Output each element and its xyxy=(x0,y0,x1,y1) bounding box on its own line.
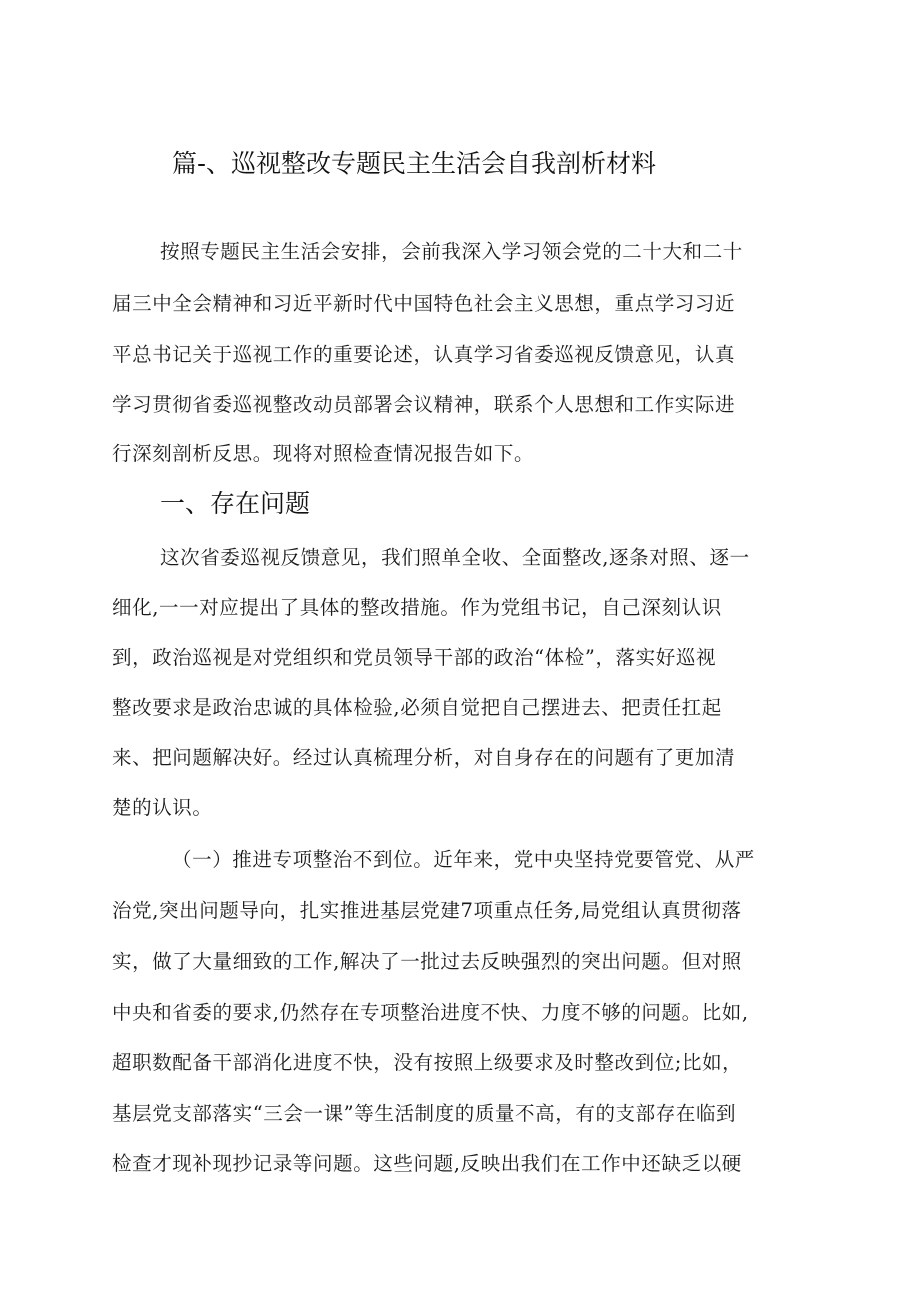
subsection-line: 超职数配备干部消化进度不快，没有按照上级要求及时整改到位;比如， xyxy=(112,1051,743,1074)
intro-line: 届三中全会精神和习近平新时代中国特色社会主义思想，重点学习习近 xyxy=(112,292,736,315)
subsection-line: （一）推进专项整治不到位。近年来，党中央坚持党要管党、从严 xyxy=(172,848,755,871)
section-line: 到，政治巡视是对党组织和党员领导干部的政治“体检”，落实好巡视 xyxy=(112,646,717,669)
section-line: 整改要求是政治忠诚的具体检验,必须自觉把自己摆进去、把责任扛起 xyxy=(112,696,722,719)
subsection-line: 实，做了大量细致的工作,解决了一批过去反映强烈的突出问题。但对照 xyxy=(112,950,742,973)
intro-line: 按照专题民主生活会安排，会前我深入学习领会党的二十大和二十 xyxy=(160,240,743,263)
intro-line: 平总书记关于巡视工作的重要论述，认真学习省委巡视反馈意见，认真 xyxy=(112,343,736,366)
intro-line: 行深刻剖析反思。现将对照检查情况报告如下。 xyxy=(112,442,535,465)
section-line: 细化,一一对应提出了具体的整改措施。作为党组书记，自己深刻认识 xyxy=(112,596,722,619)
document-title: 篇-、巡视整改专题民主生活会自我剖析材料 xyxy=(172,149,657,178)
section-line: 来、把问题解决好。经过认真梳理分析，对自身存在的问题有了更加清 xyxy=(112,746,736,769)
subsection-line: 中央和省委的要求,仍然存在专项整治进度不快、力度不够的问题。比如, xyxy=(112,1001,749,1024)
subsection-line: 基层党支部落实“三会一课”等生活制度的质量不高，有的支部存在临到 xyxy=(112,1102,737,1125)
section-heading: 一、存在问题 xyxy=(160,489,311,518)
section-line: 这次省委巡视反馈意见，我们照单全收、全面整改,逐条对照、逐一 xyxy=(160,546,750,569)
section-line: 楚的认识。 xyxy=(112,796,213,819)
subsection-line: 检查才现补现抄记录等问题。这些问题,反映出我们在工作中还缺乏以硬 xyxy=(112,1152,742,1175)
subsection-line: 治党,突出问题导向，扎实推进基层党建7项重点任务,局党组认真贯彻落 xyxy=(112,899,742,922)
intro-line: 学习贯彻省委巡视整改动员部署会议精神，联系个人思想和工作实际进 xyxy=(112,393,736,416)
